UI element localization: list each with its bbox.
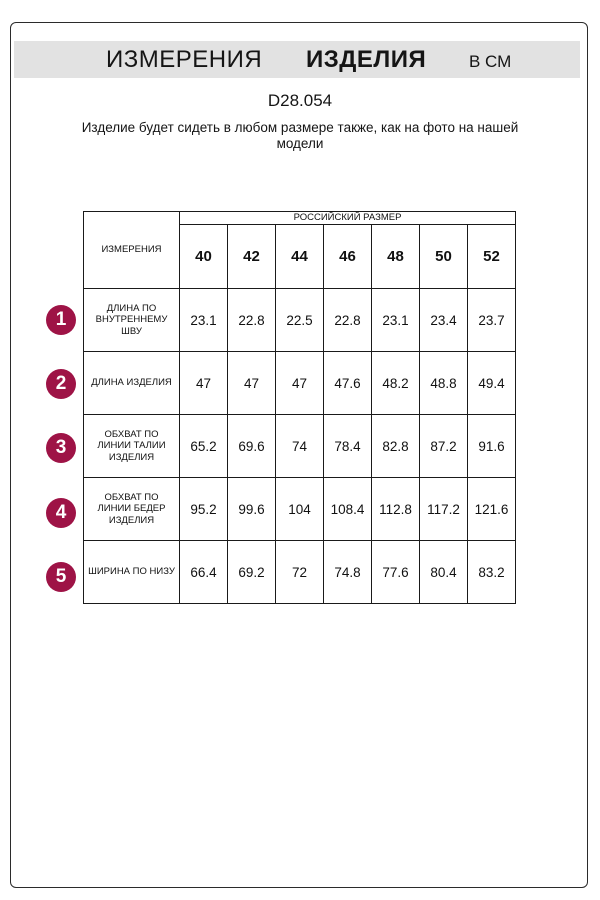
size-header-42: 42: [228, 225, 276, 289]
row-number-badge: 1: [46, 305, 76, 335]
table-cell: 66.4: [180, 541, 228, 604]
table-body: [84, 289, 516, 604]
table-cell: 95.2: [180, 478, 228, 541]
table-row: [84, 352, 516, 415]
size-header-52: 52: [468, 225, 516, 289]
row-label: ОБХВАТ ПО ЛИНИИ БЕДЕР ИЗДЕЛИЯ: [84, 478, 180, 541]
size-header-50: 50: [420, 225, 468, 289]
table-cell: 47.6: [324, 352, 372, 415]
table-cell: 83.2: [468, 541, 516, 604]
row-label: ОБХВАТ ПО ЛИНИИ ТАЛИИ ИЗДЕЛИЯ: [84, 415, 180, 478]
table-cell: 69.6: [228, 415, 276, 478]
table-cell: 23.1: [372, 289, 420, 352]
table-cell: 82.8: [372, 415, 420, 478]
table-cell: 22.8: [324, 289, 372, 352]
size-header-40: 40: [180, 225, 228, 289]
table-cell: 108.4: [324, 478, 372, 541]
table-cell: 112.8: [372, 478, 420, 541]
table-header-row: [84, 212, 516, 225]
table-row: [84, 541, 516, 604]
table-cell: 47: [228, 352, 276, 415]
product-code: D28.054: [267, 91, 333, 110]
table-cell: 48.2: [372, 352, 420, 415]
row-number-badge: 3: [46, 433, 76, 463]
size-header-48: 48: [372, 225, 420, 289]
row-number-badge: 2: [46, 369, 76, 399]
table-cell: 23.4: [420, 289, 468, 352]
table-cell: 74: [276, 415, 324, 478]
title-garment: ИЗДЕЛИЯ: [306, 46, 427, 73]
table-cell: 99.6: [228, 478, 276, 541]
table-cell: 65.2: [180, 415, 228, 478]
row-number-badge: 4: [46, 498, 76, 528]
table-cell: 48.8: [420, 352, 468, 415]
table-cell: 91.6: [468, 415, 516, 478]
table-row: [84, 478, 516, 541]
table-cell: 80.4: [420, 541, 468, 604]
table-row: [84, 415, 516, 478]
table-row: [84, 289, 516, 352]
title-unit: В СМ: [469, 52, 512, 71]
table-cell: 49.4: [468, 352, 516, 415]
size-group-header: РОССИЙСКИЙ РАЗМЕР: [180, 212, 516, 225]
row-label: ШИРИНА ПО НИЗУ: [84, 541, 180, 604]
title-measurements: ИЗМЕРЕНИЯ: [106, 46, 263, 73]
table-cell: 78.4: [324, 415, 372, 478]
table-cell: 72: [276, 541, 324, 604]
table-cell: 47: [276, 352, 324, 415]
row-label: ДЛИНА ИЗДЕЛИЯ: [84, 352, 180, 415]
row-label: ДЛИНА ПО ВНУТРЕННЕМУ ШВУ: [84, 289, 180, 352]
row-number-badge: 5: [46, 562, 76, 592]
measurement-column-header: ИЗМЕРЕНИЯ: [84, 212, 180, 289]
table-cell: 74.8: [324, 541, 372, 604]
table-cell: 22.8: [228, 289, 276, 352]
fit-note: Изделие будет сидеть в любом размере также, как на фото на нашей модели: [81, 120, 519, 151]
table-cell: 117.2: [420, 478, 468, 541]
table-cell: 87.2: [420, 415, 468, 478]
table-cell: 104: [276, 478, 324, 541]
size-header-46: 46: [324, 225, 372, 289]
table-cell: 22.5: [276, 289, 324, 352]
table-cell: 23.1: [180, 289, 228, 352]
size-header-44: 44: [276, 225, 324, 289]
table-cell: 77.6: [372, 541, 420, 604]
size-table: [83, 211, 516, 604]
table-cell: 69.2: [228, 541, 276, 604]
table-cell: 47: [180, 352, 228, 415]
table-cell: 23.7: [468, 289, 516, 352]
table-cell: 121.6: [468, 478, 516, 541]
